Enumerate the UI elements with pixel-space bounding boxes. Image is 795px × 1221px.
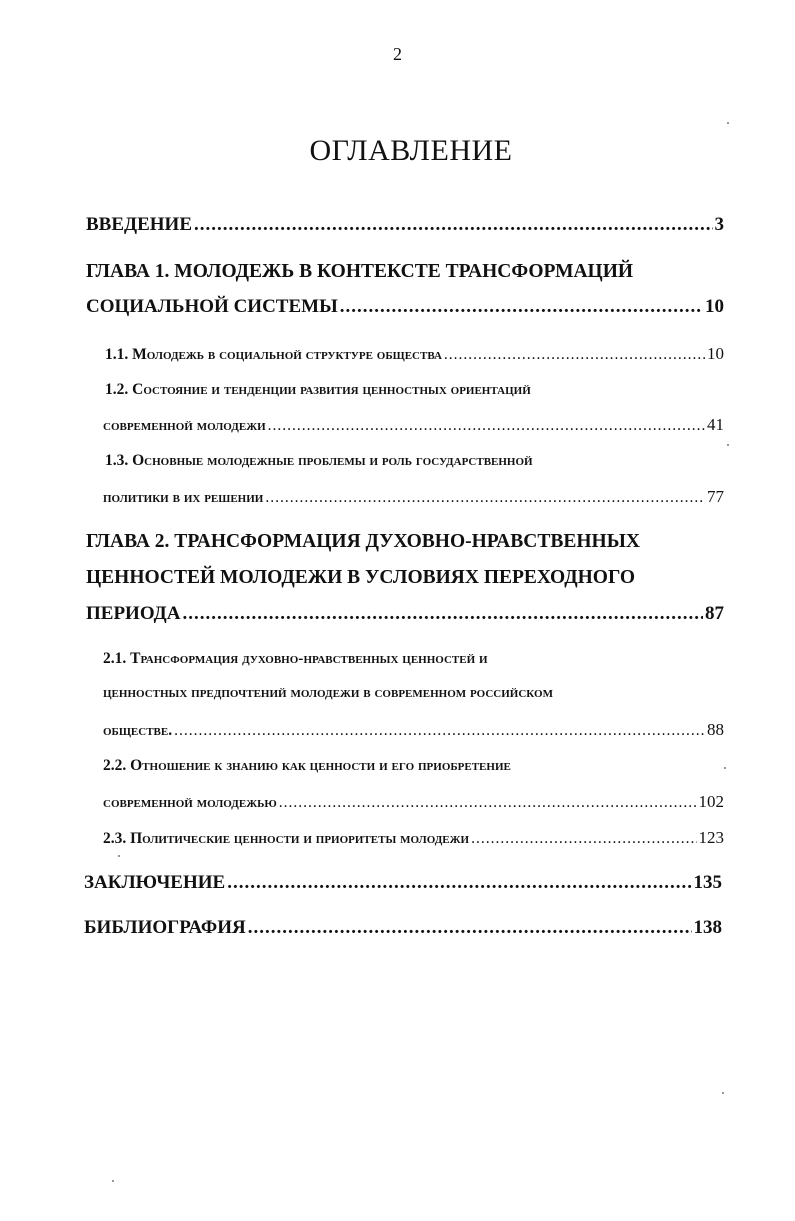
dot-leader [279,794,697,812]
toc-chapter-2[interactable] [86,603,724,625]
toc-entry-page: 135 [693,872,722,893]
toc-section-2-3[interactable] [103,828,724,848]
toc-section-1-2[interactable] [103,415,724,435]
toc-chapter-1[interactable] [86,296,724,318]
dot-leader [248,917,692,939]
toc-entry-page: 138 [693,917,722,938]
dot-leader [340,296,703,318]
toc-section-2-1[interactable] [103,720,724,740]
page-title: ОГЛАВЛЕНИЕ [309,134,513,167]
toc-entry-page: 102 [698,792,724,811]
toc-entry-label: БИБЛИОГРАФИЯ [84,917,246,938]
toc-section-1-3-line1[interactable]: 1.3. Основные молодежные проблемы и роль государственной [105,452,533,469]
toc-entry-conclusion[interactable] [84,872,722,894]
toc-entry-page: 10 [705,296,724,317]
dot-leader [265,489,705,507]
dot-leader [174,722,705,740]
toc-entry-bibliography[interactable] [84,917,722,939]
toc-entry-label: политики в их решении [103,489,264,506]
toc-entry-label: 1.1. Молодежь в социальной структуре общества [105,346,442,363]
scan-speck [724,767,726,769]
toc-entry-label: 2.3. Политические ценности и приоритеты молодежи [103,830,470,847]
toc-chapter-2-line2[interactable]: ЦЕННОСТЕЙ МОЛОДЕЖИ В УСЛОВИЯХ ПЕРЕХОДНОГО [86,567,636,588]
toc-section-2-2-line1[interactable]: 2.2. Отношение к знанию как ценности и его приобретение [103,757,511,774]
page-number: 2 [393,44,402,64]
dot-leader [268,417,705,435]
toc-entry-label: современной молодежью [103,794,277,811]
toc-section-2-1-line2[interactable]: ценностных предпочтений молодежи в современном российском [103,684,553,701]
scan-speck [118,855,120,857]
toc-section-2-2[interactable] [103,792,724,812]
toc-section-1-3[interactable] [103,487,724,507]
toc-entry-label: ВВЕДЕНИЕ [86,214,192,235]
scan-speck [727,444,729,446]
dot-leader [444,346,705,364]
toc-entry-page: 87 [705,603,724,624]
scan-speck [112,1180,114,1182]
toc-entry-page: 88 [707,720,724,739]
toc-chapter-2-line1[interactable]: ГЛАВА 2. ТРАНСФОРМАЦИЯ ДУХОВНО-НРАВСТВЕННЫХ [86,531,640,552]
toc-entry-label: современной молодежи [103,417,266,434]
toc-chapter-1-line1[interactable]: ГЛАВА 1. МОЛОДЕЖЬ В КОНТЕКСТЕ ТРАНСФОРМАЦИЙ [86,261,634,282]
dot-leader [194,214,713,236]
dot-leader [471,830,696,848]
toc-section-1-1[interactable] [105,344,724,364]
scan-speck [722,1092,724,1094]
toc-entry-intro[interactable] [86,214,724,236]
dot-leader [227,872,691,894]
dot-leader [182,603,703,625]
toc-entry-page: 77 [707,487,724,506]
toc-entry-label: СОЦИАЛЬНОЙ СИСТЕМЫ [86,296,338,317]
toc-entry-page: 10 [707,344,724,363]
toc-entry-label: ЗАКЛЮЧЕНИЕ [84,872,226,893]
toc-section-2-1-line1[interactable]: 2.1. Трансформация духовно-нравственных ценностей и [103,650,488,667]
toc-entry-label: ПЕРИОДА [86,603,181,624]
toc-section-1-2-line1[interactable]: 1.2. Состояние и тенденции развития ценностных ориентаций [105,381,531,398]
toc-entry-page: 41 [707,415,724,434]
toc-entry-label: обществе. [103,722,173,739]
scan-speck [727,122,729,124]
toc-entry-page: 3 [714,214,724,235]
toc-entry-page: 123 [698,828,724,847]
